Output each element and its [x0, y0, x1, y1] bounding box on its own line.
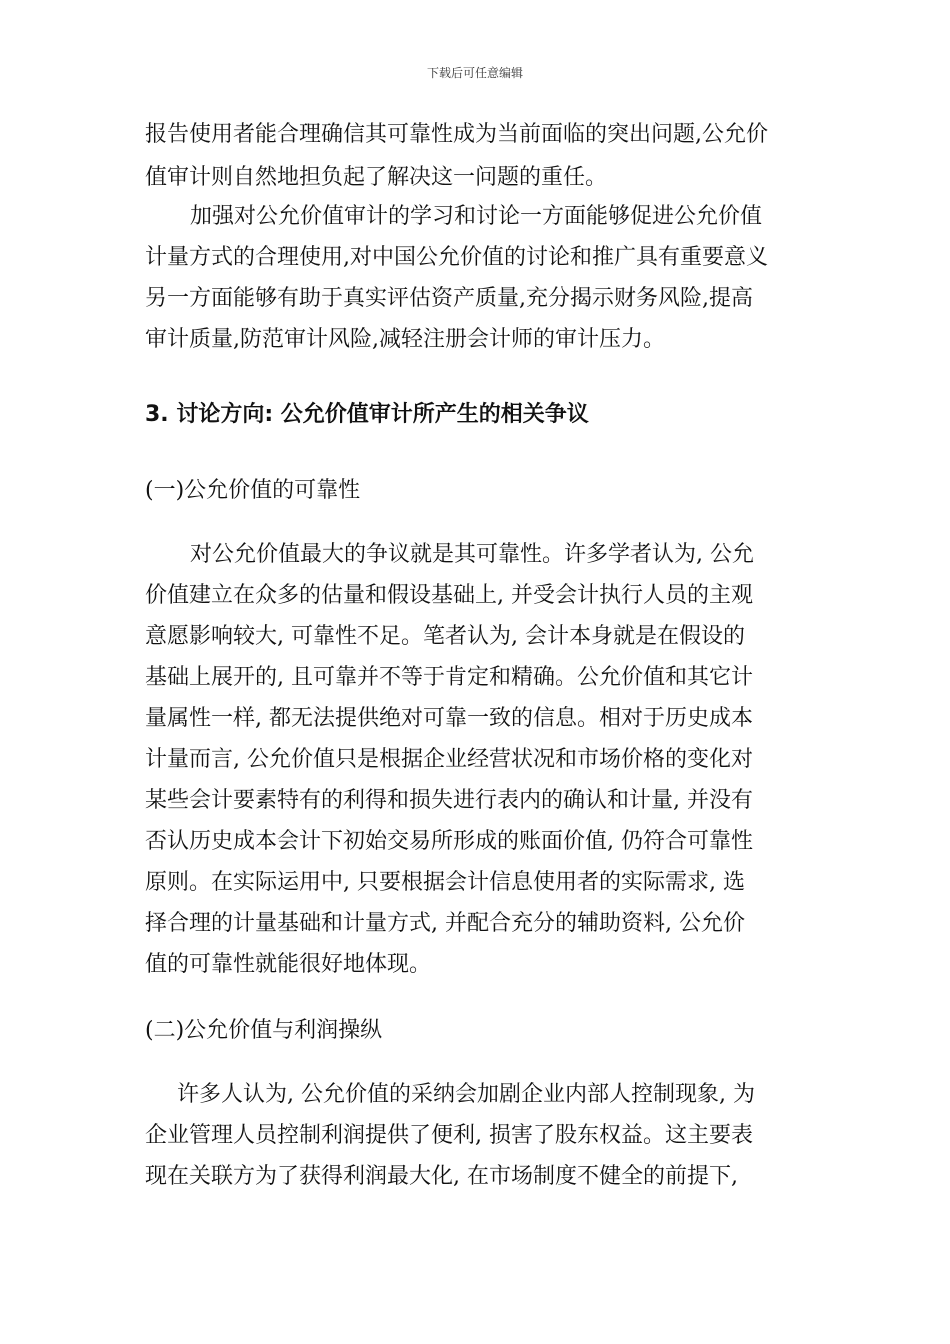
paragraph-line: 否认历史成本会计下初始交易所形成的账面价值, 仍符合可靠性	[145, 829, 753, 854]
paragraph-line: 对公允价值最大的争议就是其可靠性。许多学者认为, 公允	[190, 542, 754, 567]
paragraph-line: 审计质量,防范审计风险,减轻注册会计师的审计压力。	[145, 327, 665, 352]
paragraph-line: 原则。在实际运用中, 只要根据会计信息使用者的实际需求, 选	[145, 870, 745, 895]
paragraph-line: 值审计则自然地担负起了解决这一问题的重任。	[145, 165, 608, 190]
paragraph-line: 择合理的计量基础和计量方式, 并配合充分的辅助资料, 公允价	[145, 911, 745, 936]
paragraph-line: 许多人认为, 公允价值的采纳会加剧企业内部人控制现象, 为	[177, 1082, 755, 1107]
paragraph-line: 价值建立在众多的估量和假设基础上, 并受会计执行人员的主观	[145, 583, 753, 608]
paragraph-line: 企业管理人员控制利润提供了便利, 损害了股东权益。这主要表	[145, 1123, 753, 1148]
paragraph-line: 报告使用者能合理确信其可靠性成为当前面临的突出问题,公允价	[145, 122, 768, 147]
paragraph-line: 某些会计要素特有的利得和损失进行表内的确认和计量, 并没有	[145, 788, 753, 813]
paragraph-line: 基础上展开的, 且可靠并不等于肯定和精确。公允价值和其它计	[145, 665, 753, 690]
page-header: 下载后可任意编辑	[426, 66, 523, 80]
paragraph-line: 现在关联方为了获得利润最大化, 在市场制度不健全的前提下,	[145, 1164, 738, 1189]
paragraph-line: 另一方面能够有助于真实评估资产质量,充分揭示财务风险,提高	[145, 286, 753, 311]
section-heading: 3. 讨论方向: 公允价值审计所产生的相关争议	[145, 402, 589, 427]
paragraph-line: 计量方式的合理使用,对中国公允价值的讨论和推广具有重要意义	[145, 245, 768, 270]
paragraph-line: 加强对公允价值审计的学习和讨论一方面能够促进公允价值	[190, 204, 763, 229]
paragraph-line: 计量而言, 公允价值只是根据企业经营状况和市场价格的变化对	[145, 747, 753, 772]
subsection-title: (一)公允价值的可靠性	[145, 478, 361, 503]
paragraph-line: 值的可靠性就能很好地体现。	[145, 952, 432, 977]
subsection-title: (二)公允价值与利润操纵	[145, 1018, 383, 1043]
paragraph-line: 意愿影响较大, 可靠性不足。笔者认为, 会计本身就是在假设的	[145, 624, 745, 649]
paragraph-line: 量属性一样, 都无法提供绝对可靠一致的信息。相对于历史成本	[145, 706, 753, 731]
